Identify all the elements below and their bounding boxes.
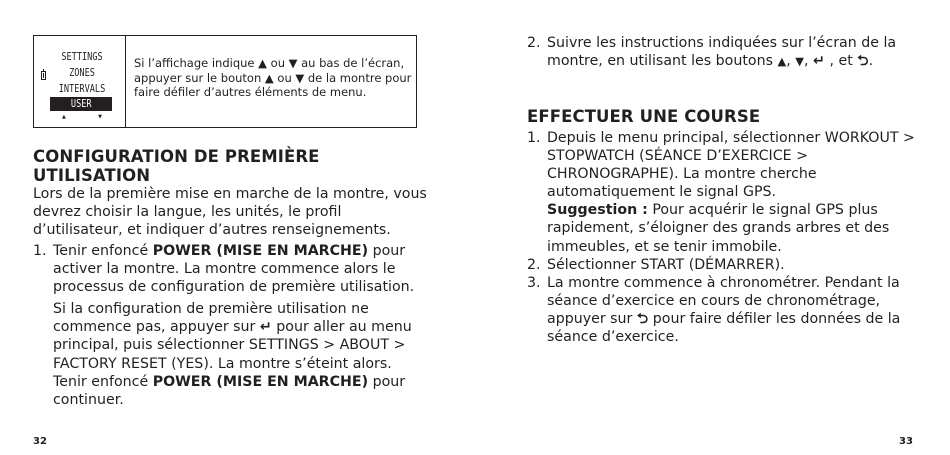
list-item: [33, 242, 428, 409]
lcd-menu-item: INTERVALS: [58, 82, 106, 95]
run-steps: [527, 129, 917, 346]
section-heading: CONFIGURATION DE PREMIÈRE UTILISATION: [33, 147, 320, 185]
lcd-selected-item: USER: [50, 97, 112, 111]
power-button-label: POWER (MISE EN MARCHE): [152, 243, 369, 259]
suggestion-label: Suggestion :: [547, 202, 648, 219]
list-item: 1. Depuis le menu principal, sélectionner WORKOUT > STOPWATCH (SÉANCE D’EXERCICE > CHRONOGRAPHE). La montre cherche automatiquement le signal GPS. Suggestion : Pour acquérir le signal GPS plus rapidement, s’éloigner des grands arbres et des immeubles, et se tenir immobile.: [527, 130, 915, 255]
battery-icon: [41, 71, 46, 80]
list-number: 1.: [527, 130, 541, 146]
lcd-menu-item: ZONES: [69, 66, 95, 79]
navigation-step: [527, 34, 917, 70]
page-number: 32: [33, 436, 47, 447]
enter-icon: ↵: [259, 319, 272, 336]
right-page: [475, 0, 950, 455]
list-item: 2. Sélectionner START (DÉMARRER).: [527, 256, 785, 273]
list-number: 2.: [527, 256, 541, 273]
power-button-label: POWER (MISE EN MARCHE): [152, 373, 369, 390]
section-heading: EFFECTUER UNE COURSE: [527, 107, 761, 126]
page-number: 33: [899, 436, 913, 447]
down-arrow-icon: ▼: [98, 114, 102, 120]
list-item: 2. Suivre les instructions indiquées sur l’écran de la montre, en utilisant les boutons ▲, ▼, ↵ , et ⮌.: [527, 35, 897, 70]
back-icon: ⮌: [636, 310, 649, 327]
tip-box: [33, 35, 417, 128]
step-text: Tenir enfoncé POWER (MISE EN MARCHE) pour activer la montre. La montre commence alors le processus de configuration de première utilisation.: [53, 243, 415, 296]
back-icon: ⮌: [857, 53, 869, 70]
list-number: 2.: [527, 35, 541, 51]
step-note: Si la configuration de première utilisation ne commence pas, appuyer sur ↵ pour aller au menu principal, puis sélectionner SETTINGS > ABOUT > FACTORY RESET (YES). La montre s’éteint alors. Tenir enfoncé POWER (MISE EN MARCHE) pour continuer.: [53, 301, 412, 408]
lcd-scroll-arrows: [62, 113, 102, 121]
intro-paragraph: Lors de la première mise en marche de la montre, vous devrez choisir la langue, les unités, le profil d’utilisateur, et indiquer d’autres renseignements.: [33, 186, 427, 239]
list-number: 3.: [527, 274, 541, 291]
lcd-menu-item: SETTINGS: [61, 50, 103, 63]
down-arrow-icon: ▼: [795, 54, 805, 69]
list-item: 3. La montre commence à chronométrer. Pendant la séance d’exercice en cours de chronométrage, appuyer sur ⮌ pour faire défiler les données de la séance d’exercice.: [527, 274, 901, 346]
up-arrow-icon: ▲: [777, 54, 787, 69]
enter-icon: ↵: [813, 53, 825, 70]
up-arrow-icon: ▲: [62, 114, 66, 120]
tip-text: Si l’affichage indique ▲ ou ▼ au bas de l’écran, appuyer sur le bouton ▲ ou ▼ de la montre pour faire défiler d’autres éléments de menu.: [134, 56, 412, 99]
setup-steps: [33, 242, 428, 409]
list-number: 1.: [33, 243, 47, 259]
watch-screen-illustration: [34, 36, 126, 127]
